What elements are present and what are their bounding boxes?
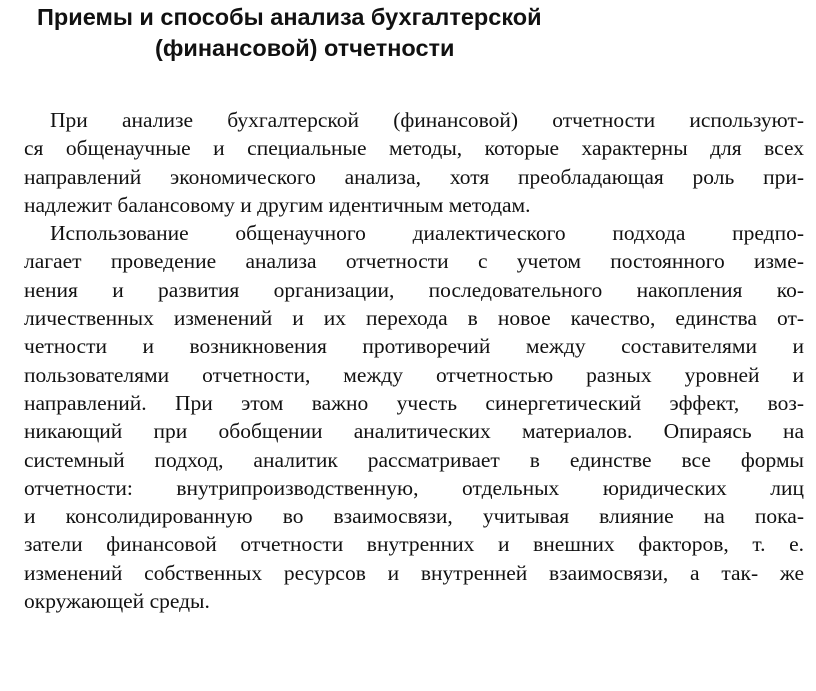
title-line-2: (финансовой) отчетности (155, 35, 455, 61)
paragraph-line: окружающей среды. (24, 589, 210, 614)
paragraph-line: системный подход, аналитик рассматривает в единстве все формы (24, 447, 804, 472)
title-line-1: Приемы и способы анализа бухгалтерской (37, 4, 542, 30)
paragraph-line: надлежит балансовому и другим идентичным методам. (24, 192, 531, 217)
paragraph-line: нения и развития организации, последовательного накопления ко- (24, 277, 804, 302)
paragraph-1 (24, 106, 804, 219)
paragraph-line: затели финансовой отчетности внутренних и внешних факторов, т. е. (24, 532, 804, 557)
paragraph-line: лагает проведение анализа отчетности с учетом постоянного изме- (24, 249, 804, 274)
paragraph-line: направлений. При этом важно учесть синергетический эффект, воз- (24, 390, 804, 415)
paragraph-line: пользователями отчетности, между отчетностью разных уровней и (24, 362, 804, 387)
paragraph-line: При анализе бухгалтерской (финансовой) отчетности используют- (50, 108, 804, 132)
document-title (0, 2, 816, 64)
paragraph-line: изменений собственных ресурсов и внутренней взаимосвязи, а так- же (24, 560, 804, 585)
paragraph-line: личественных изменений и их перехода в новое качество, единства от- (24, 306, 804, 331)
paragraph-2 (24, 219, 804, 615)
paragraph-line: и консолидированную во взаимосвязи, учитывая влияние на пока- (24, 504, 804, 529)
paragraph-line: отчетности: внутрипроизводственную, отдельных юридических лиц (24, 475, 804, 500)
paragraph-line: направлений экономического анализа, хотя преобладающая роль при- (24, 164, 804, 189)
paragraph-line: ся общенаучные и специальные методы, которые характерны для всех (24, 136, 804, 161)
paragraph-line: никающий при обобщении аналитических материалов. Опираясь на (24, 419, 804, 444)
paragraph-line: Использование общенаучного диалектического подхода предпо- (50, 221, 804, 246)
paragraph-line: четности и возникновения противоречий между составителями и (24, 334, 804, 359)
document-body (24, 106, 804, 615)
